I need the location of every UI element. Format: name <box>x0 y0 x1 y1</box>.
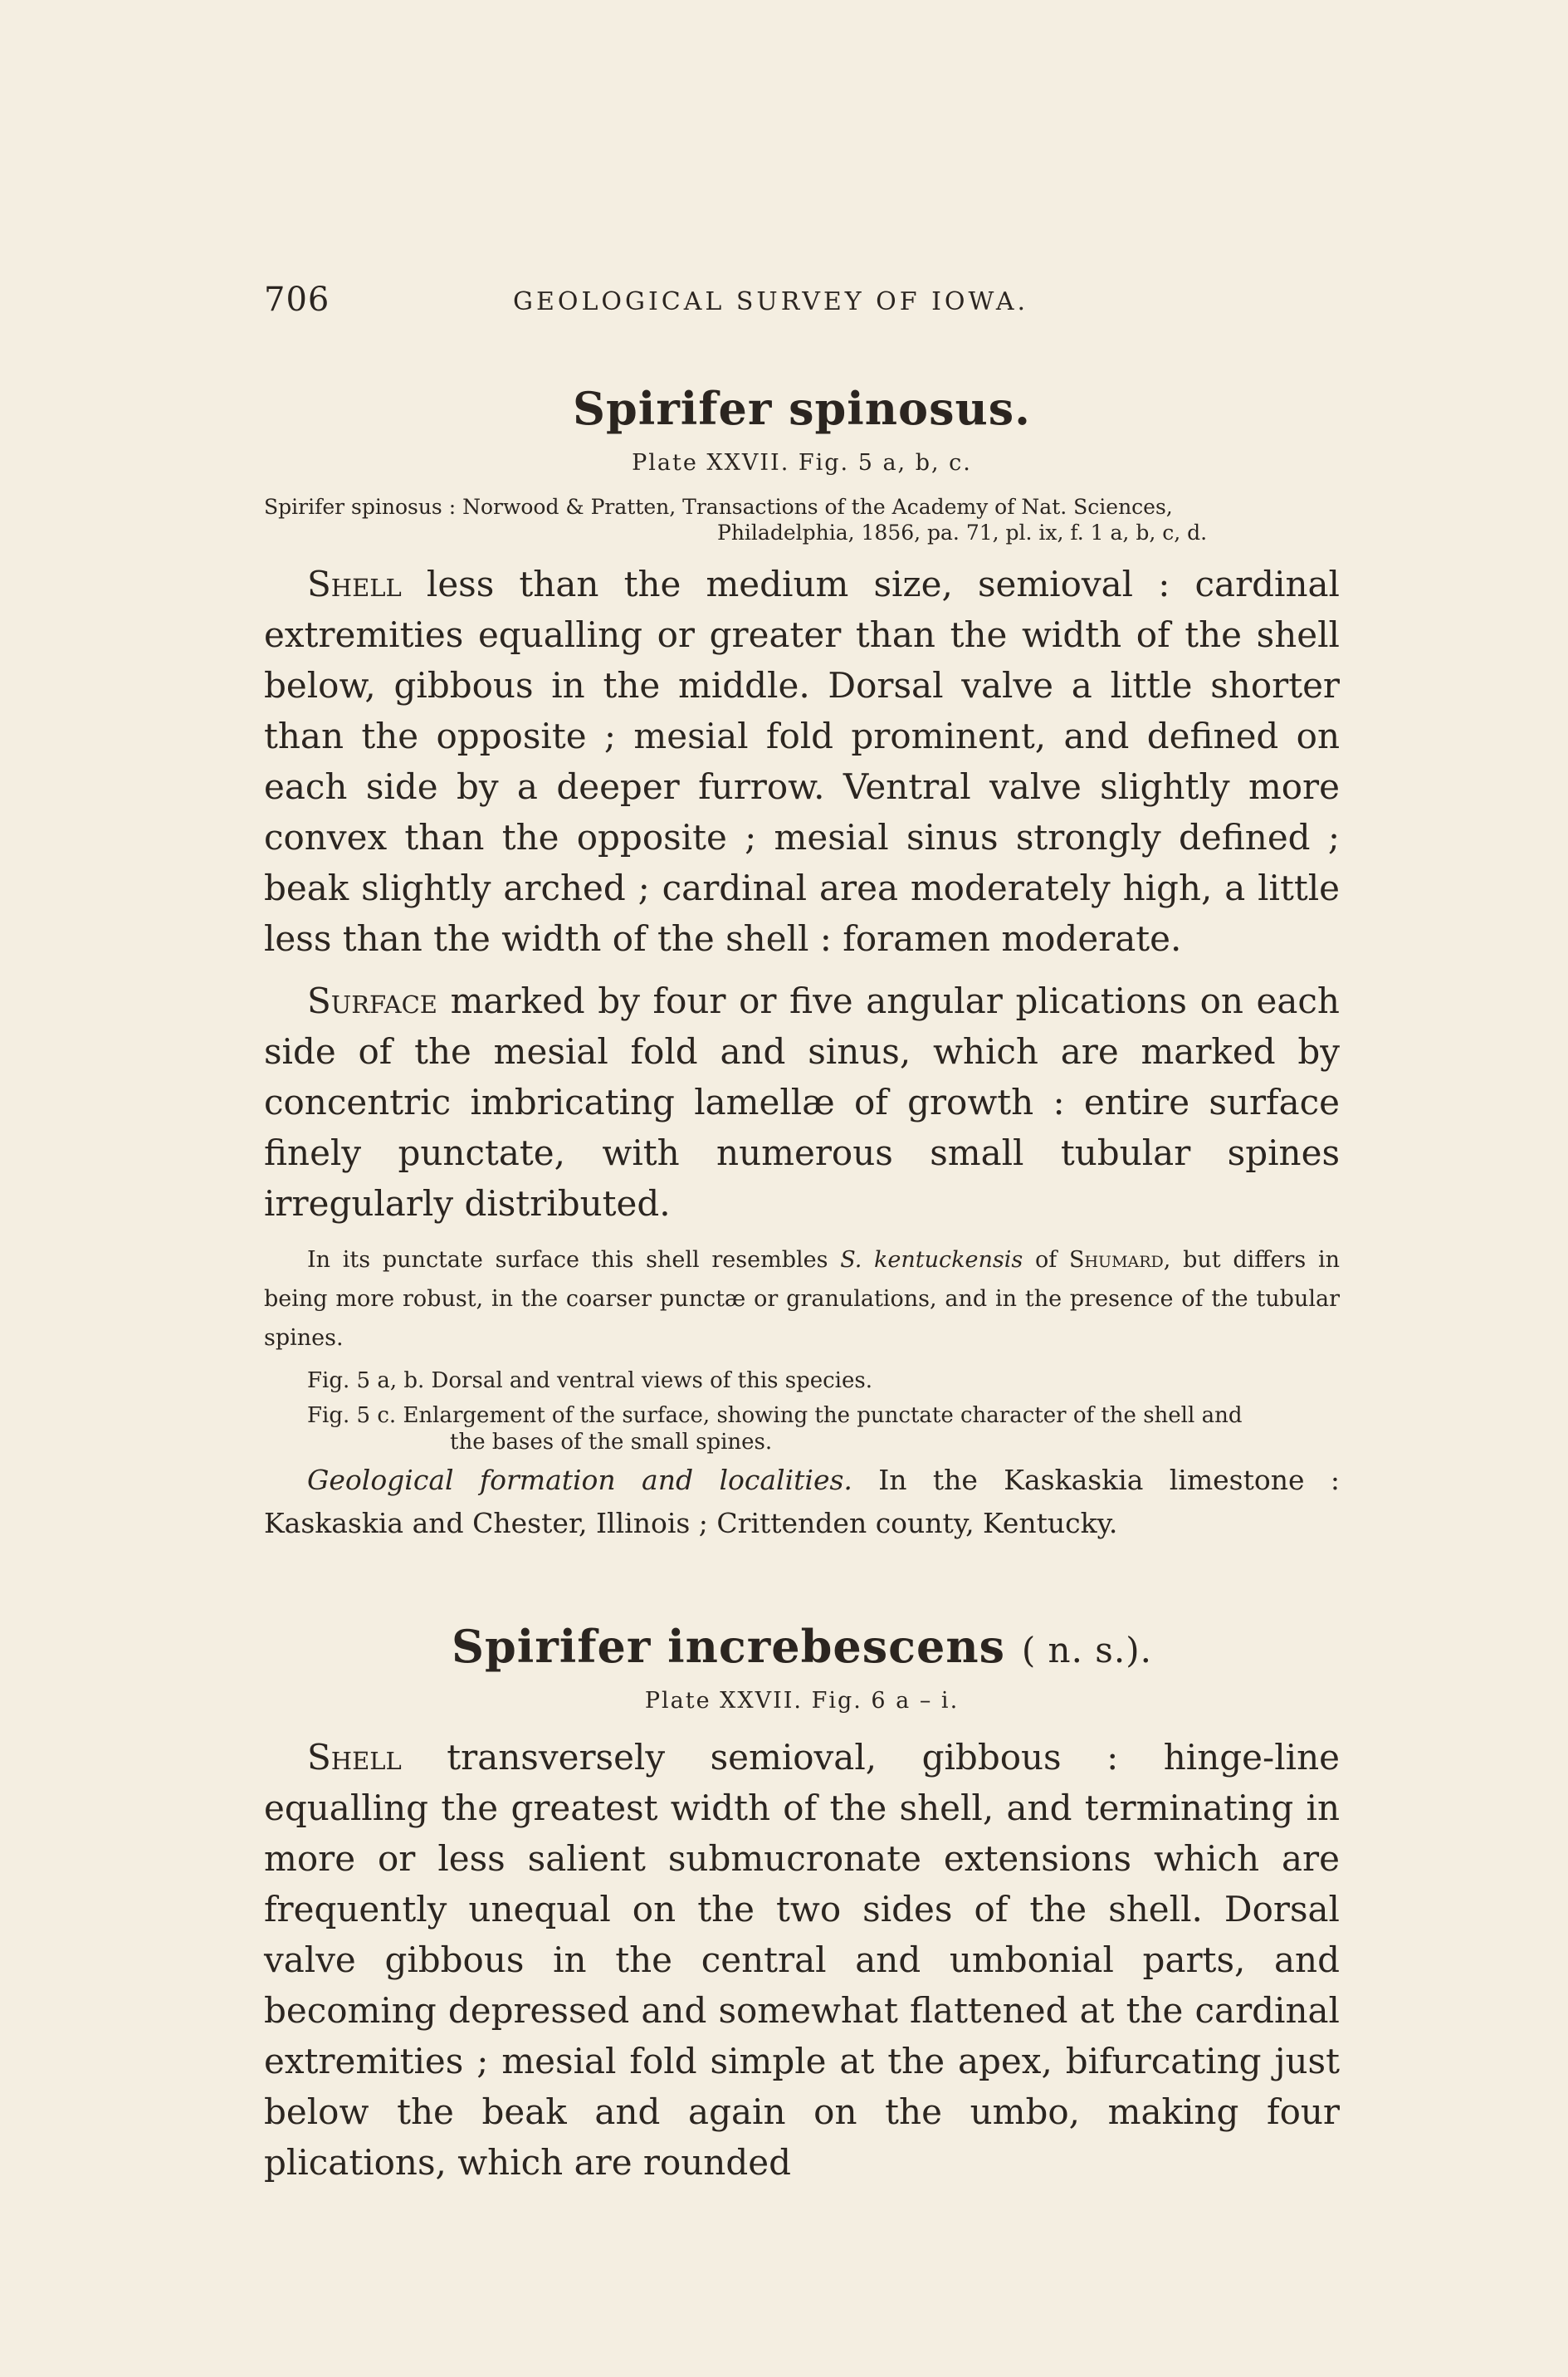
fig-text-cont: the bases of the small spines. <box>450 1430 773 1455</box>
synonymy <box>264 494 1340 545</box>
surface-description <box>264 976 1340 1229</box>
plate-reference: Plate XXVII. Fig. 6 a – i. <box>644 1688 960 1714</box>
shell-label: Shell <box>307 564 402 604</box>
geological-formation <box>264 1459 1340 1545</box>
figure-caption-5c <box>264 1401 1340 1454</box>
shell-label: Shell <box>307 1737 402 1778</box>
fig-text: Dorsal and ventral views of this species. <box>431 1368 872 1393</box>
note-of: of <box>1034 1247 1058 1273</box>
geo-label: Geological formation and localities. <box>307 1464 852 1496</box>
surface-label: Surface <box>307 981 437 1021</box>
fig-text: Enlargement of the surface, showing the punctate character of the shell and <box>403 1403 1243 1428</box>
running-head: GEOLOGICAL SURVEY OF IOWA. <box>513 287 1029 316</box>
synonymy-line-2: Philadelphia, 1856, pa. 71, pl. ix, f. 1 a, b, c, d. <box>717 521 1208 545</box>
shell-text: transversely semioval, gibbous : hinge-line equalling the greatest width of the shell, and terminating in more or less salient submucronate extensions which are frequently unequal on the two sides of the shell. Dorsal valve gibbous in the central and umbonial parts, and becoming depressed and somewhat flattened at the cardinal extremities ; mesial fold simple at the apex, bifurcating just below the beak and again on the umbo, making four plications, which are rounded <box>264 1737 1340 2183</box>
comparison-note <box>264 1240 1340 1357</box>
fig-label: Fig. 5 c. <box>307 1403 397 1428</box>
geo-text: In the Kaskaskia limestone : Kaskaskia and Chester, Illinois ; Crittenden county, Kentucky. <box>264 1464 1340 1539</box>
note-text-2: , but differs in being more robust, in the coarser punctæ or granulations, and in the presence of the tubular spines. <box>264 1247 1340 1351</box>
surface-text: marked by four or five angular plications on each side of the mesial fold and sinus, which are marked by concentric imbricating lamellæ of growth : entire surface finely punctate, with numerous small tubular spines irregularly distributed. <box>264 981 1340 1224</box>
page-header <box>264 281 1343 330</box>
species-title <box>264 1620 1340 1673</box>
figure-caption-5ab <box>264 1366 1340 1396</box>
species-title: Spirifer spinosus. <box>573 382 1031 435</box>
page-body <box>264 382 1340 2188</box>
section-spirifer-increbescens <box>264 1620 1340 2188</box>
page-number: 706 <box>264 281 330 319</box>
fig-label: Fig. 5 a, b. <box>307 1368 425 1393</box>
note-author: Shumard <box>1068 1247 1164 1273</box>
species-title-note: ( n. s.). <box>1021 1630 1152 1670</box>
section-spirifer-spinosus <box>264 382 1340 1545</box>
shell-description <box>264 1732 1340 2188</box>
species-title-text: Spirifer increbescens <box>452 1620 1005 1673</box>
note-species: S. kentuckensis <box>840 1247 1023 1273</box>
note-text-1: In its punctate surface this shell resembles <box>307 1247 828 1273</box>
shell-text: less than the medium size, semioval : cardinal extremities equalling or greater than the width of the shell below, gibbous in the middle. Dorsal valve a little shorter than the opposite ; mesial fold prominent, and defined on each side by a deeper furrow. Ventral valve slightly more convex than the opposite ; mesial sinus strongly defined ; beak slightly arched ; cardinal area moderately high, a little less than the width of the shell : foramen moderate. <box>264 564 1340 959</box>
synonymy-line-1: Spirifer spinosus : Norwood & Pratten, Transactions of the Academy of Nat. Sciences, <box>264 495 1173 519</box>
plate-reference: Plate XXVII. Fig. 5 a, b, c. <box>632 450 972 476</box>
shell-description <box>264 559 1340 964</box>
